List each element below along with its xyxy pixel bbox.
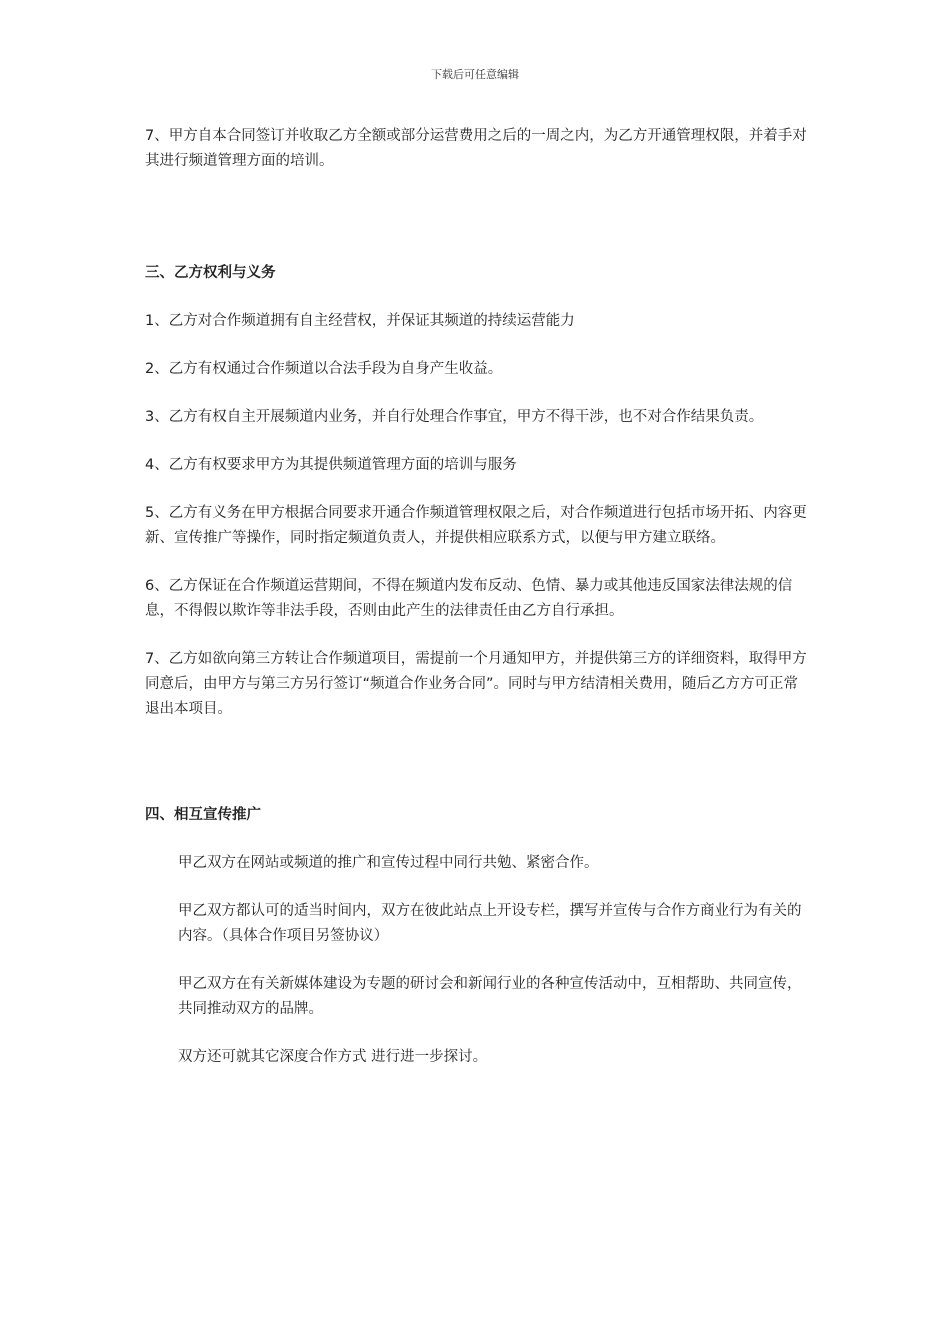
header-note: 下载后可任意编辑 <box>431 68 519 81</box>
section4-item-1: 甲乙双方在网站或频道的推广和宣传过程中同行共勉、紧密合作。 <box>178 855 599 871</box>
section3-title: 三、乙方权利与义务 <box>145 265 276 281</box>
section4-item-4: 双方还可就其它深度合作方式 进行进一步探讨。 <box>178 1049 488 1065</box>
section3-item-4: 4、乙方有权要求甲方为其提供频道管理方面的培训与服务 <box>145 457 517 473</box>
section3-item-6: 6、乙方保证在合作频道运营期间，不得在频道内发布反动、色情、暴力或其他违反国家法律法规的信息，不得假以欺诈等非法手段，否则由此产生的法律责任由乙方自行承担。 <box>145 578 793 619</box>
section3-item-5: 5、乙方有义务在甲方根据合同要求开通合作频道管理权限之后，对合作频道进行包括市场开拓、内容更新、宣传推广等操作，同时指定频道负责人，并提供相应联系方式，以便与甲方建立联络。 <box>145 505 807 546</box>
section3-item-3: 3、乙方有权自主开展频道内业务，并自行处理合作事宜，甲方不得干涉，也不对合作结果负责。 <box>145 409 764 425</box>
section4-item-2: 甲乙双方都认可的适当时间内，双方在彼此站点上开设专栏，撰写并宣传与合作方商业行为有关的内容。（具体合作项目另签协议） <box>178 903 802 944</box>
section3-item-1: 1、乙方对合作频道拥有自主经营权，并保证其频道的持续运营能力 <box>145 313 575 329</box>
section3-item-7: 7、乙方如欲向第三方转让合作频道项目，需提前一个月通知甲方，并提供第三方的详细资料，取得甲方同意后，由甲方与第三方另行签订“频道合作业务合同”。同时与甲方结清相关费用，随后乙方方可正常退出本项目。 <box>145 651 807 717</box>
spacer <box>145 197 810 261</box>
section3-item-2: 2、乙方有权通过合作频道以合法手段为自身产生收益。 <box>145 361 503 377</box>
section2-item-7: 7、甲方自本合同签订并收取乙方全额或部分运营费用之后的一周之内，为乙方开通管理权限，并着手对其进行频道管理方面的培训。 <box>145 128 807 169</box>
spacer <box>145 745 810 803</box>
document-body <box>145 124 810 1093</box>
section4-title: 四、相互宣传推广 <box>145 807 261 823</box>
section4-item-3: 甲乙双方在有关新媒体建设为专题的研讨会和新闻行业的各种宣传活动中，互相帮助、共同宣传，共同推动双方的品牌。 <box>178 976 802 1017</box>
